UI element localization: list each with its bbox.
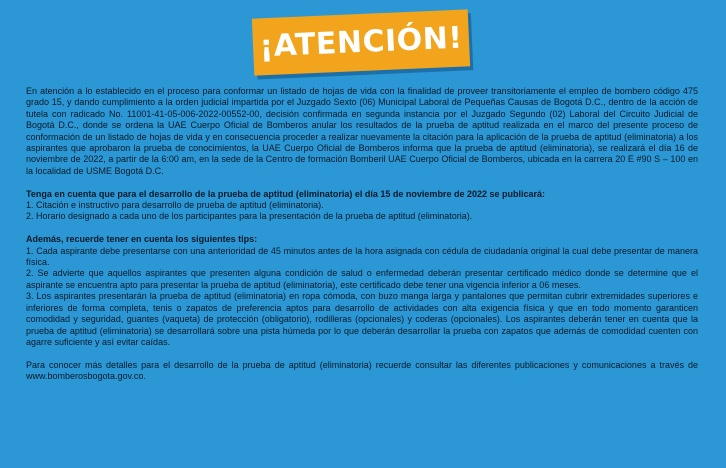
closing-paragraph: Para conocer más detalles para el desarrollo de la prueba de aptitud (eliminatoria) recuerde consultar las diferentes publicaciones y comunicaciones a través de www.bomberosbogota.gov.co.: [26, 359, 698, 382]
reminders-heading: Además, recuerde tener en cuenta los siguientes tips:: [26, 234, 258, 245]
publication-heading: Tenga en cuenta que para el desarrollo de la prueba de aptitud (eliminatoria) el día 15 de noviembre de 2022 se publicará:: [26, 188, 545, 199]
banner-title: ¡ATENCIÓN!: [258, 20, 464, 65]
notice-body: [26, 86, 698, 383]
spacer: [26, 223, 698, 234]
reminder-item: 1. Cada aspirante debe presentarse con una anterioridad de 45 minutos antes de la hora asignada con cédula de ciudadanía original la cual debe presentar de manera física.: [26, 245, 698, 268]
spacer: [26, 348, 698, 359]
attention-banner: [252, 9, 470, 75]
reminder-item: 3. Los aspirantes presentarán la prueba de aptitud (eliminatoria) en ropa cómoda, con buzo manga larga y pantalones que permitan cubrir extremidades superiores e inferiores de forma completa, tenis o zapatos de preferencia aptos para desarrollo de actividades con alta exigencia física y que en todo momento garanticen comodidad y seguridad, guantes (vaqueta) de protección (obligatorio), rodilleras (opcionales) y coderas (opcionales). Los aspirantes deberán tener en cuenta que la prueba de aptitud (eliminatoria) se desarrollará sobre una pista húmeda por lo que deberán desarrollar la prueba con zapatos que además de comodidad cuenten con agarre suficiente y así evitar caídas.: [26, 291, 698, 347]
intro-paragraph: En atención a lo establecido en el proceso para conformar un listado de hojas de vida con la finalidad de proveer transitoriamente el empleo de bombero código 475 grado 15, y dando cumplimiento a la orden judicial impartida por el Juzgado Sexto (06) Municipal Laboral de Pequeñas Causas de Bogotá D.C., dentro de la acción de tutela con radicado No. 11001-41-05-006-2022-00552-00, decisión confirmada en segunda instancia por el Juzgado Segundo (02) Laboral del Circuito Judicial de Bogotá D.C., donde se ordena la UAE Cuerpo Oficial de Bomberos anular los resultados de la prueba de aptitud realizada en el marco del presente proceso de conformación de un listado de hojas de vida y en consecuencia proceder a realizar nuevamente la citación para la aplicación de la prueba de aptitud (eliminatoria) a los aspirantes que aprobaron la prueba de conocimientos, la UAE Cuerpo Oficial de Bomberos informa que la prueba de aptitud (eliminatoria), se realizará el día 16 de noviembre de 2022, a partir de la 6:00 am, en la sede de la Centro de formación Bomberil UAE Cuerpo Oficial de Bomberos, ubicada en la carrera 20 E #90 S – 100 en la localidad de USME Bogotá D.C.: [26, 86, 698, 176]
publication-item: 1. Citación e instructivo para desarrollo de prueba de aptitud (eliminatoria).: [26, 200, 324, 211]
spacer: [26, 177, 698, 188]
publication-item: 2. Horario designado a cada uno de los participantes para la presentación de la prueba de aptitud (eliminatoria).: [26, 211, 473, 222]
reminder-item: 2. Se advierte que aquellos aspirantes que presenten alguna condición de salud o enfermedad deberán presentar certificado médico donde se determine que el aspirante se encuentra apto para presentar la prueba de aptitud (eliminatoria), este certificado debe tener una vigencia inferior a 06 meses.: [26, 268, 698, 290]
